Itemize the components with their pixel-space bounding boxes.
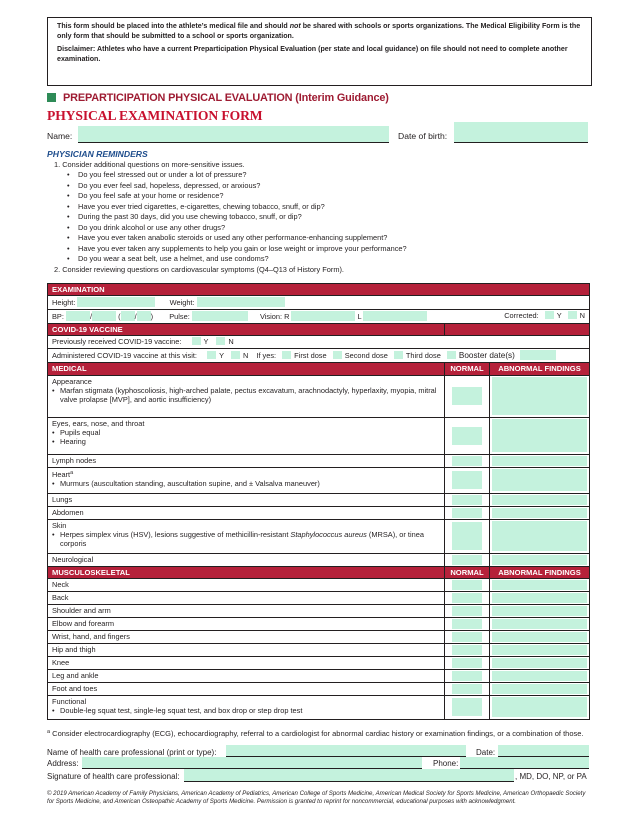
abnormal-findings-field[interactable] (492, 508, 587, 518)
reminder-subitem: • Do you feel stressed out or under a lot of pressure? (54, 170, 407, 180)
eyes-detail-pupils: • Pupils equal (52, 428, 440, 437)
hcp-name-field[interactable] (226, 745, 466, 756)
signature-underline (184, 781, 514, 782)
table-row (48, 506, 590, 519)
table-row (48, 643, 590, 656)
bp-systolic-field[interactable] (66, 311, 93, 322)
normal-checkbox[interactable] (452, 632, 482, 642)
reminder-subitem: • Have you ever tried cigarettes, e-cigarettes, chewing tobacco, snuff, or dip? (54, 202, 407, 212)
appearance-label: Appearance (52, 376, 92, 386)
pulse-field[interactable] (192, 311, 248, 321)
covid-admin-yes-checkbox[interactable] (207, 351, 216, 359)
functional-detail: • Double-leg squat test, single-leg squat test, and box drop or step drop test (52, 706, 440, 715)
bp-slash-2: / (134, 312, 137, 322)
abnormal-findings-field[interactable] (492, 632, 587, 642)
skin-detail: • Herpes simplex virus (HSV), lesions suggestive of methicillin-resistant Staphylococcus aureus (MRSA), or tinea corporis (52, 530, 440, 548)
booster-date-field[interactable] (520, 350, 556, 360)
bp-diastolic-field[interactable] (89, 311, 116, 322)
foot-toes-label: Foot and toes (48, 682, 445, 695)
abdomen-label: Abdomen (52, 507, 84, 517)
eyes-label: Eyes, ears, nose, and throat (52, 418, 145, 428)
cardiac-footnote: $^a$ Consider electrocardiography (ECG), echocardiography, referral to a cardiologist for abnormal cardiac history or examination findings, or a combination of those. (47, 729, 584, 738)
normal-checkbox[interactable] (452, 606, 482, 616)
signature-section (47, 728, 592, 739)
height-weight-row (48, 296, 590, 310)
abnormal-findings-field[interactable] (492, 697, 587, 717)
second-dose-checkbox[interactable] (333, 351, 342, 359)
abnormal-findings-field[interactable] (492, 419, 587, 452)
dob-underline (454, 142, 588, 143)
covid-previous-label: Previously received COVID-19 vaccine: (52, 337, 182, 347)
msk-normal-header: NORMAL (445, 566, 490, 578)
pulse-label: Pulse: (169, 312, 190, 322)
notice-box (47, 17, 592, 86)
abnormal-findings-field[interactable] (492, 606, 587, 616)
vision-left-label: L (357, 312, 362, 322)
height-field[interactable] (77, 297, 155, 307)
heart-label: Heart$^a$ (52, 469, 74, 479)
medical-abnormal-header: ABNORMAL FINDINGS (490, 363, 590, 375)
normal-checkbox[interactable] (452, 427, 482, 445)
covid-previous-row: Previously received COVID-19 vaccine: Y N (48, 336, 590, 349)
abnormal-findings-field[interactable] (492, 671, 587, 681)
table-row (48, 617, 590, 630)
height-label: Height: (52, 298, 76, 308)
table-row (48, 519, 590, 553)
table-row (48, 591, 590, 604)
form-subtitle: PREPARTICIPATION PHYSICAL EVALUATION (Interim Guidance) (47, 92, 389, 104)
table-row (48, 417, 590, 454)
examination-table (47, 283, 590, 720)
normal-checkbox[interactable] (452, 522, 482, 550)
phone-label: Phone: (433, 759, 459, 768)
normal-checkbox[interactable] (452, 471, 482, 489)
covid-admin-no-checkbox[interactable] (231, 351, 240, 359)
functional-label: Functional (52, 696, 87, 706)
reminder-subitem: • Do you drink alcohol or use any other drugs? (54, 223, 407, 233)
table-row (48, 682, 590, 695)
reminder-subitem: • Do you feel safe at your home or residence? (54, 191, 407, 201)
normal-checkbox[interactable] (452, 671, 482, 681)
table-row (48, 493, 590, 506)
normal-checkbox[interactable] (452, 580, 482, 590)
address-field[interactable] (82, 757, 422, 768)
knee-label: Knee (48, 656, 445, 669)
corrected-no-checkbox[interactable] (568, 311, 577, 319)
medical-section-header: MEDICAL NORMAL ABNORMAL FINDINGS (48, 363, 590, 375)
examination-section-header: EXAMINATION (48, 284, 590, 296)
table-row (48, 669, 590, 682)
vision-right-field[interactable] (291, 311, 355, 321)
reminder-subitem: • Have you ever taken anabolic steroids or used any other performance-enhancing supplement? (54, 233, 407, 243)
weight-field[interactable] (197, 297, 285, 307)
corrected-yes-checkbox[interactable] (545, 311, 554, 319)
notice-disclaimer: Disclaimer: Athletes who have a current Preparticipation Physical Evaluation (per state and local guidance) on file should not need to complete another examination. (57, 45, 568, 64)
covid-admin-label: Administered COVID-19 vaccine at this visit: (52, 351, 197, 361)
copyright-notice: © 2019 American Academy of Family Physicians, American Academy of Pediatrics, American College of Sports Medicine, American Medical Society for Sports Medicine, American Orthopaedic Society for Sports Medicine, and American Osteopathic Academy of Sports Medicine. Permission is granted to reprint for noncommercial, educational purposes with acknowledgment. (47, 790, 586, 805)
bp-slash: / (89, 312, 93, 322)
date-label: Date: (476, 748, 496, 757)
normal-checkbox[interactable] (452, 619, 482, 629)
notice-emphasis: not (289, 22, 301, 30)
reminder-subitem: • Do you ever feel sad, hopeless, depressed, or anxious? (54, 181, 407, 191)
corrected-label: Corrected: (504, 311, 539, 321)
normal-checkbox[interactable] (452, 658, 482, 668)
wrist-hand-label: Wrist, hand, and fingers (48, 630, 445, 643)
abnormal-findings-field[interactable] (492, 645, 587, 655)
name-field[interactable] (78, 126, 389, 142)
abnormal-findings-field[interactable] (492, 555, 587, 565)
eyes-detail-hearing: • Hearing (52, 437, 440, 446)
lymph-label: Lymph nodes (52, 455, 97, 465)
bp-repeat-systolic-field[interactable] (121, 311, 135, 321)
signature-label: Signature of health care professional: (47, 772, 180, 781)
normal-checkbox[interactable] (452, 698, 482, 716)
abnormal-findings-field[interactable] (492, 495, 587, 505)
appearance-detail: • Marfan stigmata (kyphoscoliosis, high-arched palate, pectus excavatum, arachnodactyly, hyperlaxity, myopia, mitral valve prolapse [MVP], and aortic insufficiency) (52, 386, 440, 404)
bp-label: BP: (52, 312, 64, 322)
table-row (48, 454, 590, 467)
msk-abnormal-header: ABNORMAL FINDINGS (490, 566, 590, 578)
abnormal-findings-field[interactable] (492, 619, 587, 629)
vision-left-field[interactable] (363, 311, 427, 321)
physician-reminders-list (54, 160, 407, 275)
bp-repeat-diastolic-field[interactable] (134, 311, 154, 322)
normal-checkbox[interactable] (452, 555, 482, 565)
normal-checkbox[interactable] (452, 508, 482, 518)
reminder-item-1: 1. Consider additional questions on more-sensitive issues. (54, 160, 245, 169)
name-label: Name: (47, 131, 73, 141)
normal-checkbox[interactable] (452, 593, 482, 603)
phone-field[interactable] (460, 757, 589, 768)
reminder-subitem: • During the past 30 days, did you use chewing tobacco, snuff, or dip? (54, 212, 407, 222)
abnormal-findings-field[interactable] (492, 658, 587, 668)
skin-label: Skin (52, 520, 67, 530)
name-underline (78, 142, 389, 143)
musculoskeletal-section-header: MUSCULOSKELETAL NORMAL ABNORMAL FINDINGS (48, 566, 590, 578)
reminder-item-2: 2. Consider reviewing questions on cardiovascular symptoms (Q4–Q13 of History Form). (54, 264, 344, 274)
weight-label: Weight: (169, 298, 195, 308)
abnormal-findings-field[interactable] (492, 377, 587, 415)
normal-checkbox[interactable] (452, 645, 482, 655)
date-field[interactable] (498, 745, 589, 756)
table-row (48, 375, 590, 417)
abnormal-findings-field[interactable] (492, 684, 587, 694)
table-row (48, 578, 590, 591)
reminder-subitem: • Have you ever taken any supplements to help you gain or lose weight or improve your performance? (54, 244, 407, 254)
signature-field[interactable] (184, 769, 514, 781)
abnormal-findings-field[interactable] (492, 593, 587, 603)
neck-label: Neck (48, 578, 445, 591)
notice-para-1: This form should be placed into the athlete’s medical file and should not be shared with schools or sports organizations. The Medical Eligibility Form is the only form that should be submitted to a school or sports organization. (57, 22, 581, 40)
abnormal-findings-field[interactable] (492, 580, 587, 590)
covid-admin-row: Administered COVID-19 vaccine at this visit: Y N If yes: First dose Second dose Third dose Booster date(s) (48, 349, 590, 363)
table-row (48, 695, 590, 719)
reminder-subitem: • Do you wear a seat belt, use a helmet, and use condoms? (54, 254, 407, 264)
medical-normal-header: NORMAL (445, 363, 490, 375)
abnormal-findings-field[interactable] (492, 456, 587, 466)
table-row (48, 604, 590, 617)
normal-checkbox[interactable] (452, 387, 482, 405)
back-label: Back (48, 591, 445, 604)
address-label: Address: (47, 759, 79, 768)
vitals-row: BP: / ( / ) Pulse: Vision: R L Corrected: Y N (48, 310, 590, 324)
normal-checkbox[interactable] (452, 684, 482, 694)
booster-checkbox[interactable] (447, 351, 456, 359)
third-dose-checkbox[interactable] (394, 351, 403, 359)
heart-detail: • Murmurs (auscultation standing, auscultation supine, and ± Valsalva maneuver) (52, 479, 440, 488)
covid-previous-yes-checkbox[interactable] (192, 337, 201, 345)
dob-field[interactable] (454, 122, 588, 142)
leg-ankle-label: Leg and ankle (48, 669, 445, 682)
dob-label: Date of birth: (398, 131, 448, 141)
table-row (48, 553, 590, 566)
table-row (48, 467, 590, 493)
hcp-name-label: Name of health care professional (print or type): (47, 748, 217, 757)
physician-reminders-title: PHYSICIAN REMINDERS (47, 149, 148, 159)
form-title: PHYSICAL EXAMINATION FORM (47, 108, 263, 123)
vision-right-label: Vision: R (259, 312, 290, 322)
green-square-icon (47, 93, 56, 102)
table-row (48, 630, 590, 643)
credential-suffix: , MD, DO, NP, or PA (515, 772, 587, 781)
hip-thigh-label: Hip and thigh (48, 643, 445, 656)
normal-checkbox[interactable] (452, 456, 482, 466)
table-row (48, 656, 590, 669)
covid-ifyes-label: If yes: (256, 351, 277, 361)
abnormal-findings-field[interactable] (492, 521, 587, 551)
first-dose-checkbox[interactable] (282, 351, 291, 359)
covid-previous-no-checkbox[interactable] (216, 337, 225, 345)
shoulder-arm-label: Shoulder and arm (48, 604, 445, 617)
covid-section-header: COVID-19 VACCINE (48, 324, 590, 336)
neurological-label: Neurological (52, 554, 94, 564)
elbow-forearm-label: Elbow and forearm (48, 617, 445, 630)
bp-paren-close: ) (150, 312, 154, 322)
bp-paren-open: ( (118, 312, 121, 322)
lungs-label: Lungs (52, 494, 73, 504)
abnormal-findings-field[interactable] (492, 469, 587, 491)
normal-checkbox[interactable] (452, 495, 482, 505)
